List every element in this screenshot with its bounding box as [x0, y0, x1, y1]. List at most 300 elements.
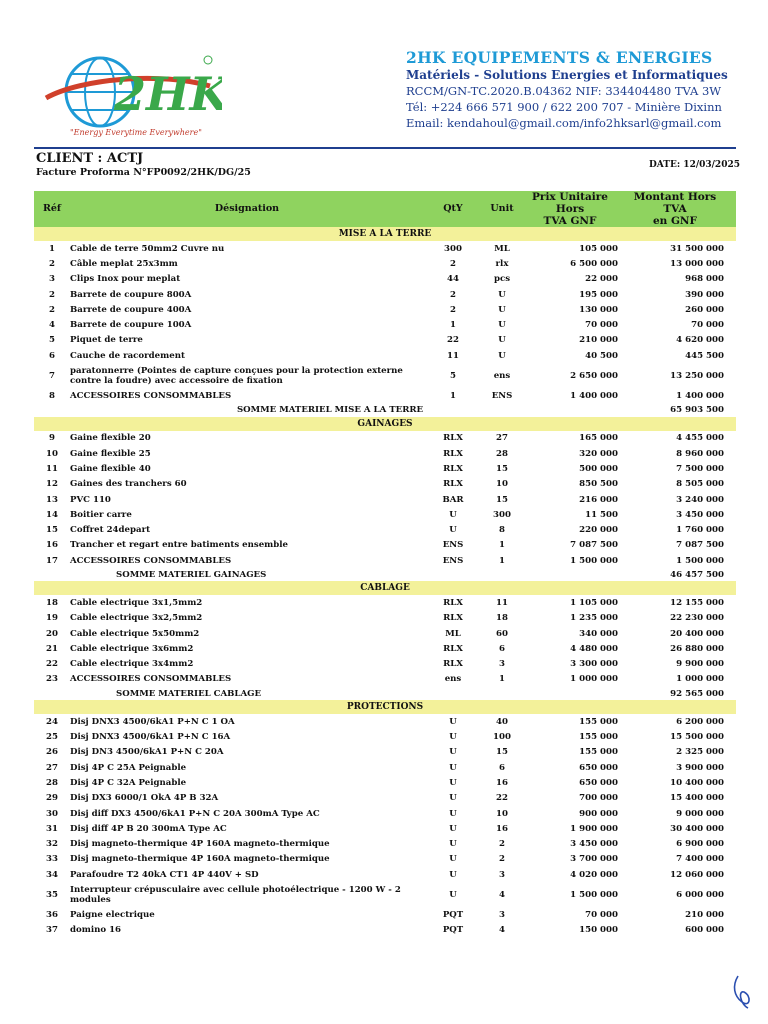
cell-qty: 44 — [447, 274, 459, 285]
invoice-table — [34, 191, 736, 938]
table-row — [34, 657, 736, 672]
cell-designation: Disj diff DX3 4500/6kA1 P+N C 20A 300mA Type AC — [70, 808, 320, 819]
cell-ref: 31 — [46, 823, 58, 834]
cell-amount: 7 500 000 — [676, 463, 724, 474]
cell-unit: U — [498, 320, 506, 331]
cell-qty: PQT — [442, 925, 464, 936]
cell-unit: 40 — [496, 716, 508, 727]
cell-qty: 22 — [447, 335, 459, 346]
cell-unit: 15 — [496, 747, 508, 758]
cell-amount: 10 400 000 — [670, 777, 724, 788]
cell-qty: 2 — [450, 258, 456, 269]
cell-amount: 70 000 — [691, 320, 724, 331]
cell-unit-price: 155 000 — [579, 716, 618, 727]
cell-unit: rlx — [495, 258, 509, 269]
cell-unit-price: 340 000 — [579, 628, 618, 639]
cell-amount: 22 230 000 — [670, 613, 724, 624]
cell-amount: 31 500 000 — [670, 243, 724, 254]
cell-designation: Clips Inox pour meplat — [70, 274, 181, 285]
cell-amount: 7 087 500 — [676, 540, 724, 551]
cell-ref: 7 — [49, 370, 55, 381]
header-unit: Unit — [482, 191, 522, 227]
invoice-date: DATE: 12/03/2025 — [649, 160, 740, 170]
cell-amount: 1 400 000 — [676, 391, 724, 402]
cell-amount: 13 000 000 — [670, 258, 724, 269]
table-row — [34, 611, 736, 626]
cell-ref: 32 — [46, 839, 58, 850]
cell-ref: 9 — [49, 433, 55, 444]
table-row — [34, 302, 736, 317]
cell-amount: 1 500 000 — [676, 555, 724, 566]
cell-qty: RLX — [443, 613, 463, 624]
cell-designation: Disj magneto-thermique 4P 160A magneto-thermique — [70, 839, 330, 850]
cell-amount: 445 500 — [685, 350, 724, 361]
cell-ref: 28 — [46, 777, 58, 788]
cell-qty: U — [449, 716, 457, 727]
cell-unit: 4 — [499, 889, 505, 900]
cell-unit: 22 — [496, 793, 508, 804]
cell-unit: 10 — [496, 808, 508, 819]
cell-qty: 2 — [450, 304, 456, 315]
table-row — [34, 714, 736, 729]
table-row — [34, 538, 736, 553]
table-row — [34, 626, 736, 641]
cell-amount: 20 400 000 — [670, 628, 724, 639]
cell-designation: Barrete de coupure 100A — [70, 320, 192, 331]
cell-qty: ens — [444, 674, 462, 685]
cell-unit-price: 130 000 — [579, 304, 618, 315]
cell-designation: Barrete de coupure 400A — [70, 304, 192, 315]
cell-designation: Cable electrique 3x6mm2 — [70, 643, 194, 654]
cell-ref: 15 — [46, 525, 58, 536]
header-qty: QtY — [424, 191, 482, 227]
cell-unit: 3 — [499, 869, 505, 880]
cell-ref: 10 — [46, 448, 58, 459]
cell-unit-price: 500 000 — [579, 463, 618, 474]
header-ref: Réf — [34, 191, 70, 227]
cell-qty: 2 — [450, 289, 456, 300]
cell-qty: U — [449, 869, 457, 880]
cell-designation: Disj DNX3 4500/6kA1 P+N C 1 OA — [70, 716, 235, 727]
cell-unit: 10 — [496, 479, 508, 490]
cell-qty: ML — [445, 628, 461, 639]
company-name: 2HK EQUIPEMENTS & ENERGIES — [406, 48, 713, 67]
cell-amount: 7 400 000 — [676, 854, 724, 865]
cell-amount: 1 000 000 — [676, 674, 724, 685]
table-row — [34, 923, 736, 938]
cell-unit: 1 — [499, 674, 505, 685]
cell-unit-price: 105 000 — [579, 243, 618, 254]
subtotal-row — [34, 568, 736, 581]
header-amount-line1: Montant Hors TVA — [633, 191, 717, 215]
header-amount-line2: en GNF — [653, 215, 697, 227]
cell-unit-price: 1 400 000 — [570, 391, 618, 402]
cell-qty: U — [449, 777, 457, 788]
cell-unit-price: 320 000 — [579, 448, 618, 459]
cell-ref: 33 — [46, 854, 58, 865]
cell-amount: 6 000 000 — [676, 889, 724, 900]
cell-amount: 8 960 000 — [676, 448, 724, 459]
cell-ref: 2 — [49, 258, 55, 269]
cell-unit: ens — [493, 370, 511, 381]
cell-unit: U — [498, 335, 506, 346]
cell-designation: Disj DN3 4500/6kA1 P+N C 20A — [70, 747, 224, 758]
cell-unit: ML — [494, 243, 510, 254]
cell-ref: 13 — [46, 494, 58, 505]
cell-ref: 27 — [46, 762, 58, 773]
company-phone: Tél: +224 666 571 900 / 622 200 707 - Minière Dixinn — [406, 100, 722, 114]
cell-designation: Interrupteur crépusculaire avec cellule photoélectrique - 1200 W - 2 modules — [70, 884, 401, 905]
cell-unit: 1 — [499, 555, 505, 566]
subtotal-label: SOMME MATERIEL GAINAGES — [116, 569, 267, 580]
cell-qty: U — [449, 808, 457, 819]
cell-ref: 8 — [49, 391, 55, 402]
table-row — [34, 241, 736, 256]
cell-ref: 12 — [46, 479, 58, 490]
cell-unit-price: 11 500 — [585, 509, 618, 520]
cell-unit-price: 70 000 — [585, 320, 618, 331]
header-divider — [34, 147, 736, 149]
cell-unit-price: 22 000 — [585, 274, 618, 285]
cell-unit: 4 — [499, 925, 505, 936]
cell-unit-price: 1 235 000 — [570, 613, 618, 624]
table-row — [34, 806, 736, 821]
cell-designation: Cable electrique 3x4mm2 — [70, 659, 194, 670]
svg-text:2HK: 2HK — [114, 67, 222, 121]
table-row — [34, 256, 736, 271]
cell-designation: Coffret 24depart — [70, 525, 151, 536]
cell-unit: 15 — [496, 494, 508, 505]
section-title: GAINAGES — [34, 417, 736, 431]
cell-unit: 2 — [499, 854, 505, 865]
cell-qty: 300 — [444, 243, 462, 254]
cell-unit: 300 — [493, 509, 511, 520]
cell-qty: RLX — [443, 463, 463, 474]
cell-unit: U — [498, 289, 506, 300]
cell-unit-price: 4 020 000 — [570, 869, 618, 880]
header-unit-price — [522, 191, 626, 227]
table-row — [34, 431, 736, 446]
table-header-row — [34, 191, 736, 227]
cell-designation: Disj 4P C 25A Peignable — [70, 762, 187, 773]
cell-amount: 600 000 — [685, 925, 724, 936]
table-row — [34, 775, 736, 790]
cell-qty: U — [449, 889, 457, 900]
cell-unit-price: 1 105 000 — [570, 597, 618, 608]
cell-ref: 26 — [46, 747, 58, 758]
cell-unit-price: 216 000 — [579, 494, 618, 505]
cell-amount: 13 250 000 — [670, 370, 724, 381]
cell-ref: 2 — [49, 289, 55, 300]
cell-designation: Cable electrique 3x2,5mm2 — [70, 613, 203, 624]
cell-ref: 5 — [49, 335, 55, 346]
table-row — [34, 852, 736, 867]
cell-designation: PVC 110 — [70, 494, 111, 505]
header-unit-price-line1: Prix Unitaire Hors — [532, 191, 608, 215]
cell-designation: Disj 4P C 32A Peignable — [70, 777, 187, 788]
cell-unit-price: 650 000 — [579, 762, 618, 773]
cell-unit: ENS — [491, 391, 513, 402]
cell-unit: U — [498, 350, 506, 361]
company-email: Email: kendahoul@gmail.com/info2hksarl@gmail.com — [406, 116, 722, 130]
table-row — [34, 907, 736, 922]
cell-qty: 1 — [450, 320, 456, 331]
cell-designation: Disj magneto-thermique 4P 160A magneto-thermique — [70, 854, 330, 865]
cell-amount: 8 505 000 — [676, 479, 724, 490]
cell-designation: Gaine flexible 25 — [70, 448, 151, 459]
cell-designation: Gaine flexible 20 — [70, 433, 151, 444]
table-row — [34, 595, 736, 610]
cell-amount: 12 155 000 — [670, 597, 724, 608]
cell-ref: 20 — [46, 628, 58, 639]
company-registration: RCCM/GN-TC.2020.B.04362 NIF: 334404480 TVA 3W — [406, 84, 722, 98]
cell-designation: Disj DNX3 4500/6kA1 P+N C 16A — [70, 732, 231, 743]
cell-unit-price: 7 087 500 — [570, 540, 618, 551]
cell-amount: 210 000 — [685, 910, 724, 921]
globe-logo-icon — [42, 52, 222, 132]
table-row — [34, 477, 736, 492]
cell-designation: Cauche de racordement — [70, 350, 185, 361]
cell-amount: 26 880 000 — [670, 643, 724, 654]
table-row — [34, 760, 736, 775]
cell-unit-price: 900 000 — [579, 808, 618, 819]
cell-qty: U — [449, 509, 457, 520]
cell-qty: U — [449, 732, 457, 743]
section-header-row — [34, 227, 736, 241]
subtotal-row — [34, 404, 736, 417]
table-row — [34, 672, 736, 687]
cell-unit-price: 3 450 000 — [570, 839, 618, 850]
cell-qty: RLX — [443, 659, 463, 670]
table-row — [34, 363, 736, 388]
subtotal-amount: 46 457 500 — [670, 569, 724, 580]
cell-amount: 12 060 000 — [670, 869, 724, 880]
cell-unit-price: 3 700 000 — [570, 854, 618, 865]
cell-amount: 260 000 — [685, 304, 724, 315]
cell-amount: 3 900 000 — [676, 762, 724, 773]
cell-unit: 6 — [499, 643, 505, 654]
subtotal-row — [34, 687, 736, 700]
cell-ref: 1 — [49, 243, 55, 254]
cell-qty: ENS — [442, 540, 464, 551]
cell-ref: 24 — [46, 716, 58, 727]
table-row — [34, 641, 736, 656]
table-row — [34, 461, 736, 476]
cell-qty: RLX — [443, 597, 463, 608]
table-row — [34, 553, 736, 568]
cell-amount: 3 240 000 — [676, 494, 724, 505]
subtotal-amount: 65 903 500 — [670, 405, 724, 416]
table-row — [34, 287, 736, 302]
company-tagline: Matériels - Solutions Energies et Informatiques — [406, 68, 728, 82]
cell-designation: Gaine flexible 40 — [70, 463, 151, 474]
subtotal-label: SOMME MATERIEL MISE A LA TERRE — [236, 405, 424, 416]
cell-ref: 29 — [46, 793, 58, 804]
cell-qty: PQT — [442, 910, 464, 921]
cell-designation: domino 16 — [70, 925, 122, 936]
subtotal-amount: 92 565 000 — [670, 688, 724, 699]
cell-amount: 9 000 000 — [676, 808, 724, 819]
cell-unit-price: 1 900 000 — [570, 823, 618, 834]
cell-unit-price: 1 500 000 — [570, 555, 618, 566]
header-designation: Désignation — [70, 191, 424, 227]
cell-unit: 8 — [499, 525, 505, 536]
table-row — [34, 821, 736, 836]
cell-unit-price: 6 500 000 — [570, 258, 618, 269]
cell-designation: Cable de terre 50mm2 Cuvre nu — [70, 243, 225, 254]
cell-unit-price: 150 000 — [579, 925, 618, 936]
header-amount — [626, 191, 736, 227]
cell-ref: 17 — [46, 555, 58, 566]
cell-designation: Disj DX3 6000/1 OkA 4P B 32A — [70, 793, 219, 804]
cell-designation: ACCESSOIRES CONSOMMABLES — [70, 674, 232, 685]
section-title: PROTECTIONS — [34, 700, 736, 714]
section-title: CABLAGE — [34, 581, 736, 595]
cell-unit-price: 700 000 — [579, 793, 618, 804]
cell-ref: 30 — [46, 808, 58, 819]
table-row — [34, 745, 736, 760]
cell-qty: 5 — [450, 370, 456, 381]
table-row — [34, 837, 736, 852]
cell-qty: 11 — [447, 350, 459, 361]
cell-unit: 16 — [496, 777, 508, 788]
table-row — [34, 333, 736, 348]
cell-unit: 1 — [499, 540, 505, 551]
cell-designation: ACCESSOIRES CONSOMMABLES — [70, 391, 232, 402]
table-row — [34, 348, 736, 363]
table-row — [34, 791, 736, 806]
cell-amount: 15 500 000 — [670, 732, 724, 743]
cell-ref: 23 — [46, 674, 58, 685]
logo-tagline: "Energy Everytime Everywhere" — [70, 128, 202, 137]
cell-unit: 100 — [493, 732, 511, 743]
cell-designation: Câble meplat 25x3mm — [70, 258, 178, 269]
table-row — [34, 272, 736, 287]
cell-qty: RLX — [443, 448, 463, 459]
section-title: MISE A LA TERRE — [34, 227, 736, 241]
cell-ref: 37 — [46, 925, 58, 936]
header-unit-price-line2: TVA GNF — [543, 215, 597, 227]
cell-qty: U — [449, 854, 457, 865]
cell-designation: paratonnerre (Pointes de capture conçues pour la protection externe contre la foudre) avec accessoire de fixation — [70, 365, 403, 386]
invoice-table-body — [34, 227, 736, 938]
cell-unit-price: 4 480 000 — [570, 643, 618, 654]
cell-designation: Paigne electrique — [70, 910, 155, 921]
cell-amount: 1 760 000 — [676, 525, 724, 536]
section-header-row — [34, 581, 736, 595]
cell-unit-price: 850 500 — [579, 479, 618, 490]
table-row — [34, 867, 736, 882]
cell-designation: ACCESSOIRES CONSOMMABLES — [70, 555, 232, 566]
cell-unit-price: 40 500 — [585, 350, 618, 361]
cell-unit: 60 — [496, 628, 508, 639]
cell-unit: 15 — [496, 463, 508, 474]
cell-ref: 3 — [49, 274, 55, 285]
cell-ref: 18 — [46, 597, 58, 608]
cell-amount: 15 400 000 — [670, 793, 724, 804]
subtotal-label: SOMME MATERIEL CABLAGE — [116, 688, 262, 699]
cell-amount: 4 620 000 — [676, 335, 724, 346]
cell-unit: 6 — [499, 762, 505, 773]
proforma-number: Facture Proforma N°FP0092/2HK/DG/25 — [36, 167, 251, 178]
cell-unit-price: 165 000 — [579, 433, 618, 444]
cell-ref: 21 — [46, 643, 58, 654]
table-row — [34, 317, 736, 332]
cell-unit-price: 1 000 000 — [570, 674, 618, 685]
cell-ref: 19 — [46, 613, 58, 624]
cell-unit: 18 — [496, 613, 508, 624]
cell-designation: Cable electrique 5x50mm2 — [70, 628, 200, 639]
cell-designation: Trancher et regart entre batiments ensemble — [70, 540, 289, 551]
cell-unit: 2 — [499, 839, 505, 850]
cell-qty: RLX — [443, 433, 463, 444]
cell-amount: 390 000 — [685, 289, 724, 300]
cell-designation: Disj diff 4P B 20 300mA Type AC — [70, 823, 227, 834]
signature-mark-icon — [730, 972, 760, 1012]
cell-unit: 3 — [499, 910, 505, 921]
cell-ref: 22 — [46, 659, 58, 670]
section-header-row — [34, 700, 736, 714]
cell-amount: 6 900 000 — [676, 839, 724, 850]
section-header-row — [34, 417, 736, 431]
cell-qty: U — [449, 839, 457, 850]
cell-ref: 14 — [46, 509, 58, 520]
cell-ref: 35 — [46, 889, 58, 900]
cell-ref: 36 — [46, 910, 58, 921]
company-info — [406, 48, 736, 131]
cell-unit-price: 155 000 — [579, 747, 618, 758]
client-name: CLIENT : ACTJ — [36, 151, 144, 166]
cell-designation: Gaines des tranchers 60 — [70, 479, 187, 490]
cell-qty: U — [449, 747, 457, 758]
cell-unit: 3 — [499, 659, 505, 670]
cell-qty: 1 — [450, 391, 456, 402]
cell-ref: 6 — [49, 350, 55, 361]
cell-qty: RLX — [443, 479, 463, 490]
cell-qty: U — [449, 762, 457, 773]
cell-unit: 16 — [496, 823, 508, 834]
cell-unit-price: 1 500 000 — [570, 889, 618, 900]
cell-unit: 28 — [496, 448, 508, 459]
cell-qty: ENS — [442, 555, 464, 566]
cell-qty: U — [449, 525, 457, 536]
cell-amount: 4 455 000 — [676, 433, 724, 444]
cell-unit-price: 155 000 — [579, 732, 618, 743]
cell-qty: RLX — [443, 643, 463, 654]
table-row — [34, 492, 736, 507]
cell-unit-price: 70 000 — [585, 910, 618, 921]
cell-ref: 11 — [46, 463, 58, 474]
cell-ref: 34 — [46, 869, 58, 880]
cell-amount: 3 450 000 — [676, 509, 724, 520]
cell-amount: 30 400 000 — [670, 823, 724, 834]
table-row — [34, 882, 736, 907]
cell-amount: 2 325 000 — [676, 747, 724, 758]
cell-unit-price: 3 300 000 — [570, 659, 618, 670]
table-row — [34, 446, 736, 461]
cell-unit: pcs — [493, 274, 511, 285]
cell-ref: 4 — [49, 320, 55, 331]
cell-unit-price: 220 000 — [579, 525, 618, 536]
cell-qty: BAR — [442, 494, 464, 505]
cell-amount: 968 000 — [685, 274, 724, 285]
cell-unit-price: 210 000 — [579, 335, 618, 346]
cell-qty: U — [449, 823, 457, 834]
table-row — [34, 729, 736, 744]
cell-ref: 2 — [49, 304, 55, 315]
cell-designation: Parafoudre T2 40kA CT1 4P 440V + SD — [70, 869, 259, 880]
cell-designation: Cable electrique 3x1,5mm2 — [70, 597, 203, 608]
